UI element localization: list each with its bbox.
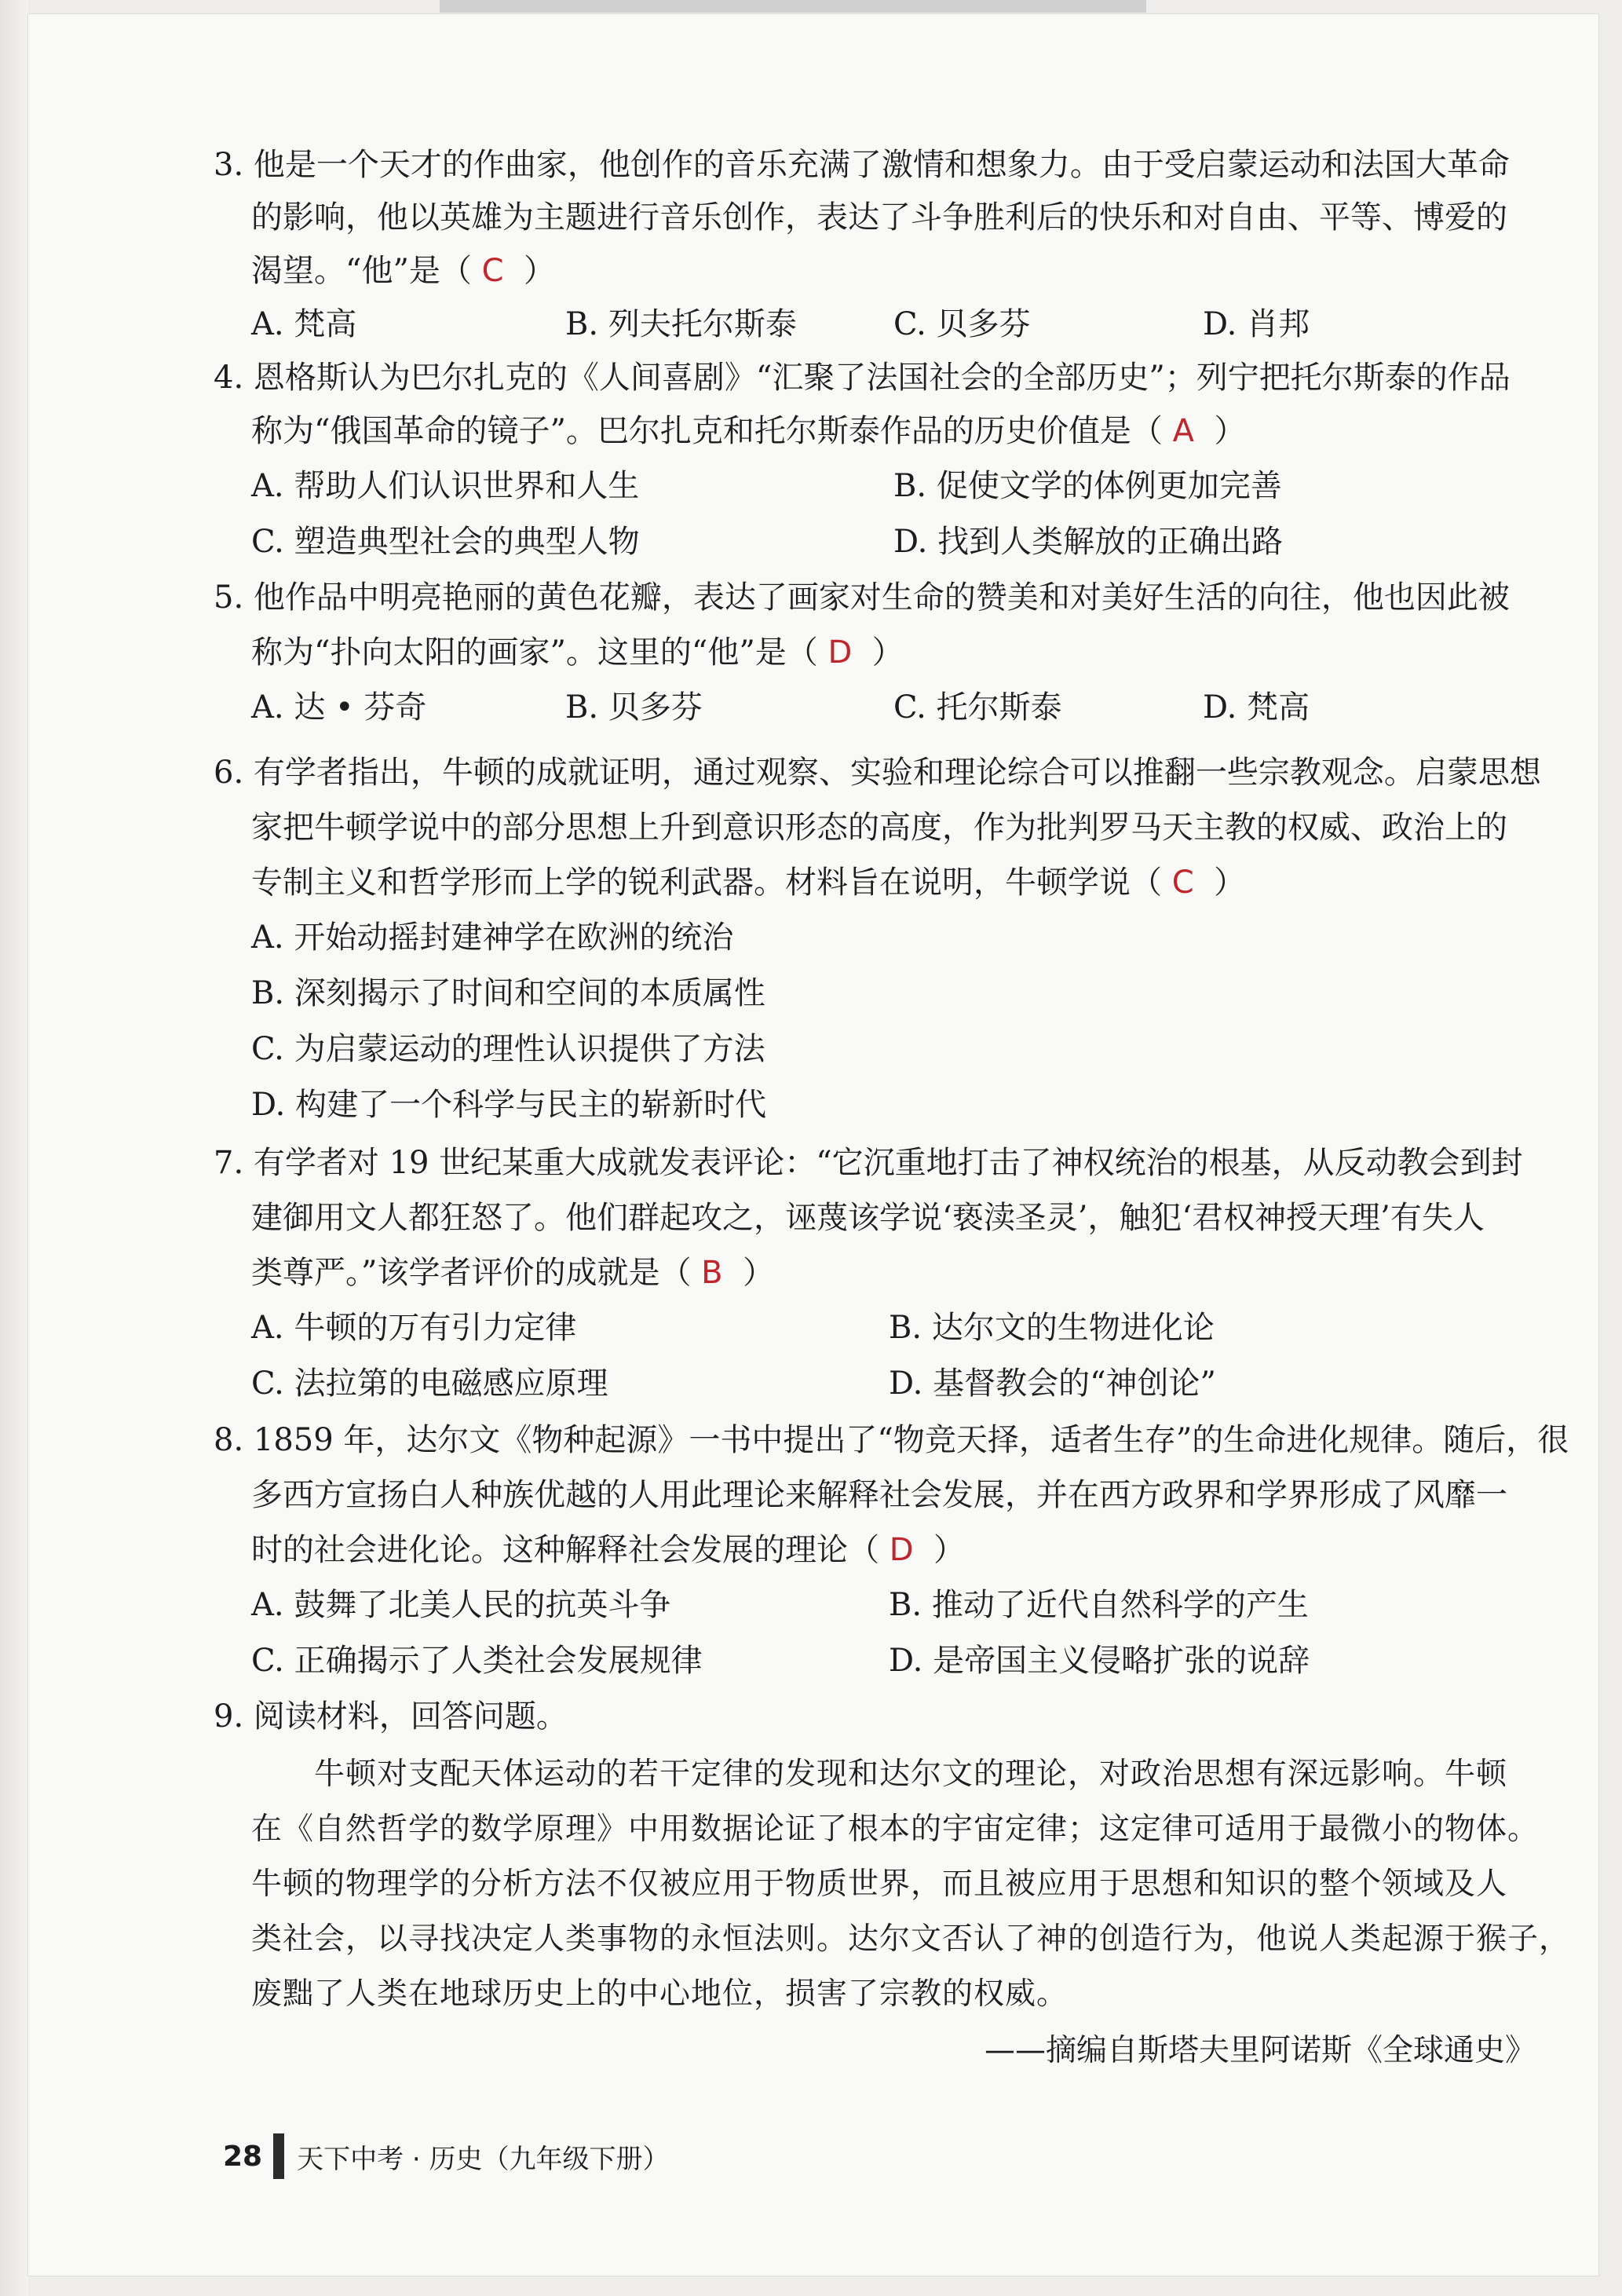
question-3-line-3: 渴望。“他”是（ C ） (251, 253, 555, 289)
question-5-line-2: 称为“扑向太阳的画家”。这里的“他”是（ D ） (251, 634, 904, 671)
question-8-line-1: 8. 1859 年，达尔文《物种起源》一书中提出了“物竞天择，适者生存”的生命进化规律。随后，很 (214, 1422, 1569, 1458)
answer-mark: A (1172, 413, 1194, 449)
option-d: D. 是帝国主义侵略扩张的说辞 (889, 1643, 1310, 1679)
question-9-stem: 9. 阅读材料，回答问题。 (214, 1698, 568, 1735)
question-3-line-1: 3. 他是一个天才的作曲家，他创作的音乐充满了激情和想象力。由于受启蒙运动和法国大革命 (214, 147, 1510, 183)
passage-line-2: 在《自然哲学的数学原理》中用数据论证了根本的宇宙定律；这定律可适用于最微小的物体。 (251, 1812, 1540, 1847)
option-a: A. 梵高 (251, 306, 357, 342)
option-a: A. 鼓舞了北美人民的抗英斗争 (251, 1587, 671, 1623)
page-number: 28 (223, 2140, 263, 2173)
passage-line-1: 牛顿对支配天体运动的若干定律的发现和达尔文的理论，对政治思想有深远影响。牛顿 (314, 1757, 1508, 1792)
option-d: D. 肖邦 (1203, 306, 1310, 342)
option-a: A. 牛顿的万有引力定律 (251, 1310, 577, 1346)
passage-line-3: 牛顿的物理学的分析方法不仅被应用于物质世界，而且被应用于思想和知识的整个领域及人 (251, 1866, 1508, 1902)
option-d: D. 梵高 (1203, 689, 1310, 726)
option-a: A. 帮助人们认识世界和人生 (251, 468, 640, 504)
passage-source: ——摘编自斯塔夫里阿诺斯《全球通史》 (984, 2033, 1536, 2068)
question-8-line-2: 多西方宣扬白人种族优越的人用此理论来解释社会发展，并在西方政界和学界形成了风靡一 (251, 1477, 1507, 1513)
option-d: D. 基督教会的“神创论” (889, 1366, 1216, 1402)
option-c: C. 正确揭示了人类社会发展规律 (251, 1643, 703, 1679)
question-4-line-1: 4. 恩格斯认为巴尔扎克的《人间喜剧》“汇聚了法国社会的全部历史”；列宁把托尔斯泰的作品 (214, 360, 1511, 396)
book-title: 天下中考 · 历史（九年级下册） (297, 2143, 670, 2175)
answer-mark: D (827, 634, 853, 671)
question-7-line-3: 类尊严。”该学者评价的成就是（ B ） (251, 1255, 775, 1291)
option-a: A. 开始动摇封建神学在欧洲的统治 (251, 919, 734, 956)
passage-line-4: 类社会，以寻找决定人类事物的永恒法则。达尔文否认了神的创造行为，他说人类起源于猴子， (251, 1921, 1571, 1957)
question-7-line-1: 7. 有学者对 19 世纪某重大成就发表评论：“它沉重地打击了神权统治的根基，从反动教会到封 (214, 1145, 1523, 1181)
answer-mark: D (889, 1532, 914, 1568)
option-c: C. 贝多芬 (893, 306, 1031, 342)
option-c: C. 为启蒙运动的理性认识提供了方法 (251, 1031, 765, 1067)
answer-mark: B (701, 1255, 723, 1291)
passage-line-5: 废黜了人类在地球历史上的中心地位，损害了宗教的权威。 (251, 1976, 1069, 2012)
question-8-line-3: 时的社会进化论。这种解释社会发展的理论（ D ） (251, 1532, 965, 1568)
option-d: D. 找到人类解放的正确出路 (893, 524, 1284, 560)
option-b: B. 列夫托尔斯泰 (565, 306, 797, 342)
answer-mark: C (481, 253, 504, 289)
question-7-line-2: 建御用文人都狂怒了。他们群起攻之，诬蔑该学说‘亵渎圣灵’，触犯‘君权神授天理’有失人 (251, 1200, 1485, 1236)
question-6-line-3: 专制主义和哲学形而上学的锐利武器。材料旨在说明，牛顿学说（ C ） (251, 865, 1246, 901)
question-5-line-1: 5. 他作品中明亮艳丽的黄色花瓣，表达了画家对生命的赞美和对美好生活的向往，他也因此被 (214, 579, 1510, 616)
question-6-line-1: 6. 有学者指出，牛顿的成就证明，通过观察、实验和理论综合可以推翻一些宗教观念。启蒙思想 (214, 755, 1541, 791)
option-a: A. 达 • 芬奇 (251, 689, 427, 726)
option-b: B. 深刻揭示了时间和空间的本质属性 (251, 975, 765, 1011)
question-4-line-2: 称为“俄国革命的镜子”。巴尔扎克和托尔斯泰作品的历史价值是（ A ） (251, 413, 1246, 449)
footer-bar (273, 2133, 284, 2179)
option-b: B. 贝多芬 (565, 689, 703, 726)
option-b: B. 推动了近代自然科学的产生 (889, 1587, 1309, 1623)
option-c: C. 塑造典型社会的典型人物 (251, 524, 640, 560)
option-b: B. 达尔文的生物进化论 (889, 1310, 1215, 1346)
option-c: C. 法拉第的电磁感应原理 (251, 1366, 608, 1402)
page-top-edge (440, 0, 1146, 13)
answer-mark: C (1171, 865, 1194, 901)
option-c: C. 托尔斯泰 (893, 689, 1062, 726)
option-b: B. 促使文学的体例更加完善 (893, 468, 1282, 504)
question-6-line-2: 家把牛顿学说中的部分思想上升到意识形态的高度，作为批判罗马天主教的权威、政治上的 (251, 810, 1507, 846)
page-gutter (0, 0, 28, 2296)
page-footer (223, 2133, 670, 2180)
question-3-line-2: 的影响，他以英雄为主题进行音乐创作，表达了斗争胜利后的快乐和对自由、平等、博爱的 (251, 199, 1507, 236)
option-d: D. 构建了一个科学与民主的崭新时代 (251, 1087, 767, 1123)
